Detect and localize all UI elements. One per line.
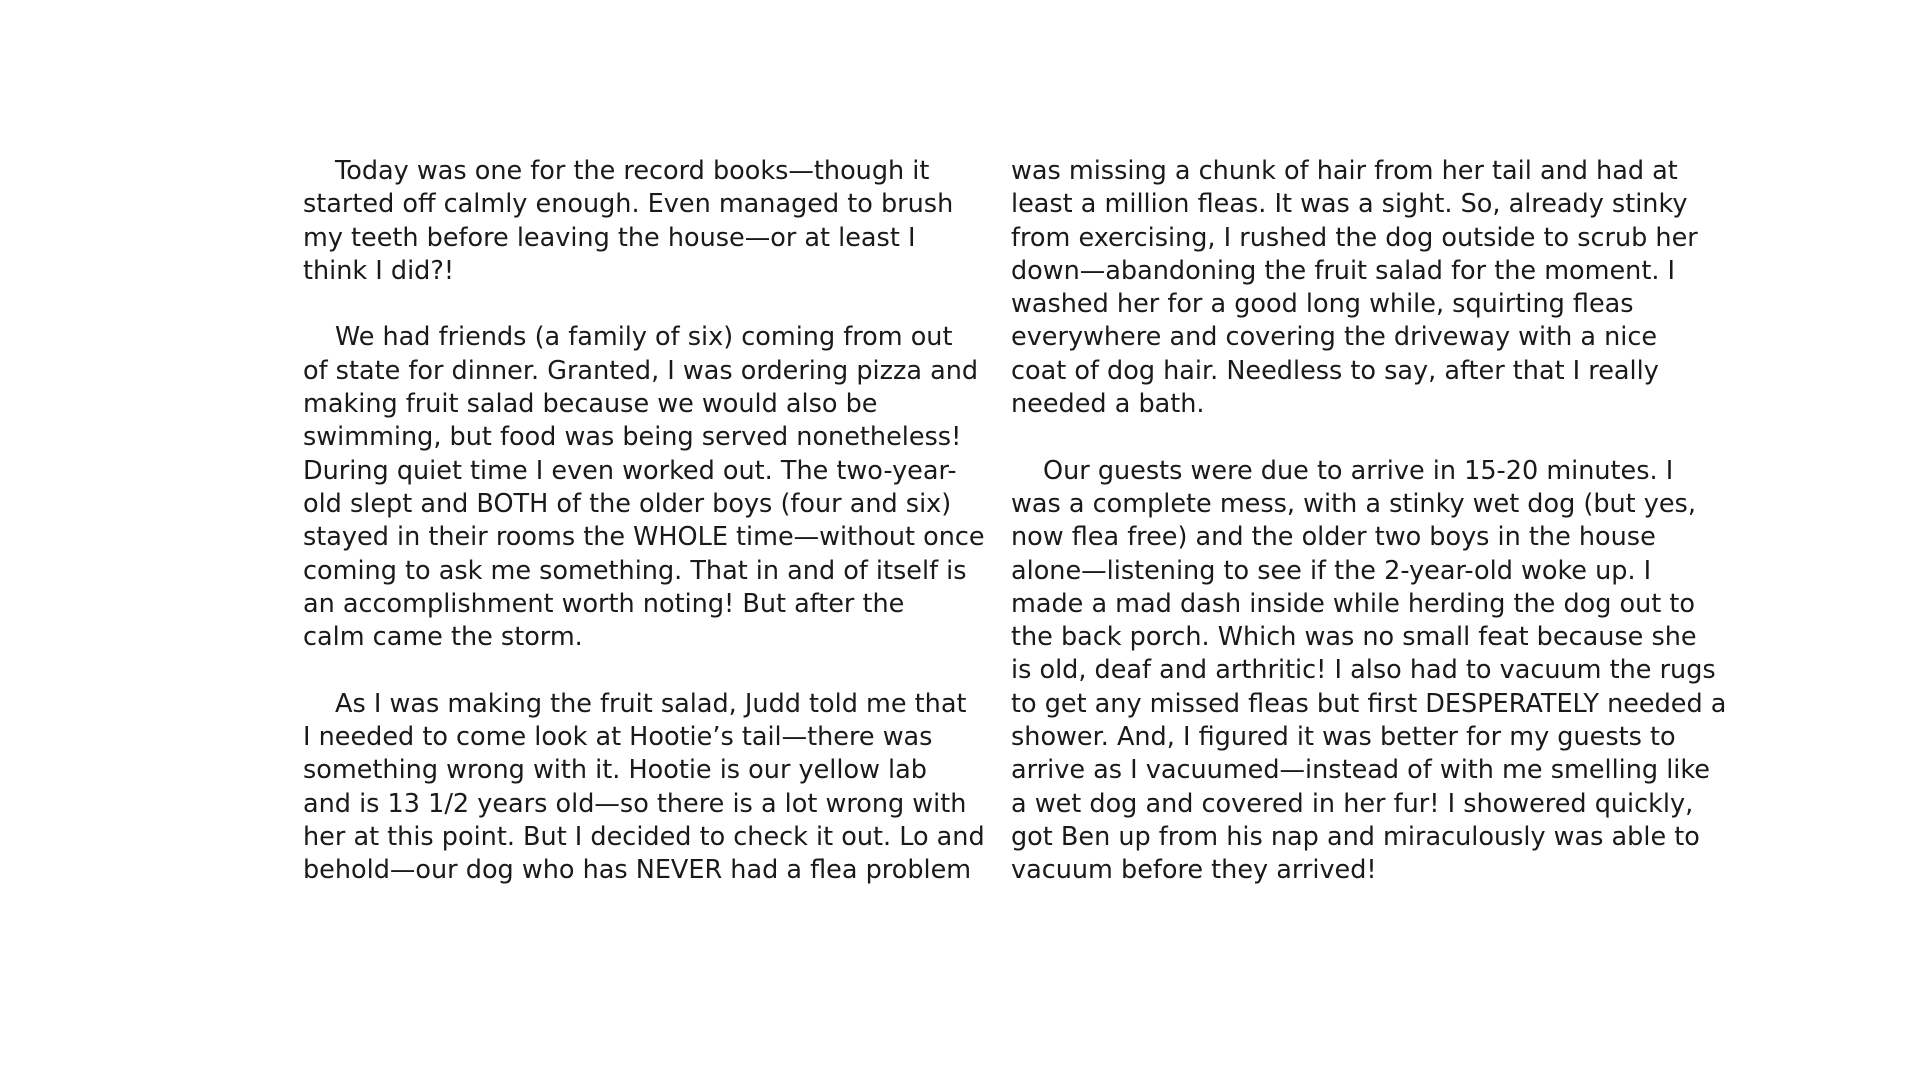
text-line: my teeth before leaving the house—or at least I [303,222,916,253]
text-line: washed her for a good long while, squirting fleas [1011,289,1634,320]
text-line: swimming, but food was being served nonetheless! [303,422,962,453]
text-line: is old, deaf and arthritic! I also had to vacuum the rugs [1011,655,1716,686]
text-line: During quiet time I even worked out. The two-year- [303,455,957,486]
paragraph [303,155,954,288]
text-line: a wet dog and covered in her fur! I showered quickly, [1011,788,1694,819]
text-line: As I was making the fruit salad, Judd told me that [335,688,967,719]
right-column [1011,155,1727,921]
text-line: alone—listening to see if the 2-year-old woke up. I [1011,555,1652,586]
text-line: to get any missed fleas but first DESPERATELY needed a [1011,688,1727,719]
paragraph [1011,455,1727,888]
text-line: now flea free) and the older two boys in the house [1011,522,1656,553]
text-line: vacuum before they arrived! [1011,855,1377,886]
paragraph [303,688,985,888]
text-line: calm came the storm. [303,622,583,653]
text-line: something wrong with it. Hootie is our yellow lab [303,755,927,786]
text-line: making fruit salad because we would also be [303,389,878,420]
paragraph [1011,155,1698,421]
text-line: an accomplishment worth noting! But after the [303,588,905,619]
text-line: from exercising, I rushed the dog outside to scrub her [1011,222,1698,253]
text-line: arrive as I vacuumed—instead of with me smelling like [1011,755,1710,786]
text-line: of state for dinner. Granted, I was ordering pizza and [303,355,979,386]
text-line: Today was one for the record books—though it [335,156,930,186]
left-column [303,155,985,921]
text-line: coat of dog hair. Needless to say, after that I really [1011,355,1659,386]
text-line: shower. And, I figured it was better for my guests to [1011,722,1676,753]
text-line: coming to ask me something. That in and of itself is [303,555,967,586]
text-line: We had friends (a family of six) coming from out [335,322,953,353]
text-line: the back porch. Which was no small feat because she [1011,622,1697,653]
paragraph [303,321,985,654]
text-line: least a million fleas. It was a sight. So, already stinky [1011,189,1688,220]
text-line: everywhere and covering the driveway with a nice [1011,322,1658,353]
text-line: was missing a chunk of hair from her tail and had at [1011,156,1678,186]
text-line: stayed in their rooms the WHOLE time—without once [303,522,985,553]
text-line: was a complete mess, with a stinky wet dog (but yes, [1011,488,1696,519]
text-line: think I did?! [303,255,455,286]
text-line: made a mad dash inside while herding the dog out to [1011,588,1695,619]
text-line: I needed to come look at Hootie’s tail—there was [303,722,933,753]
text-line: her at this point. But I decided to check it out. Lo and [303,821,985,852]
text-line: old slept and BOTH of the older boys (four and six) [303,488,952,519]
text-line: down—abandoning the fruit salad for the moment. I [1011,255,1676,286]
text-line: needed a bath. [1011,389,1205,420]
text-line: started off calmly enough. Even managed to brush [303,189,954,220]
text-line: behold—our dog who has NEVER had a flea problem [303,855,972,886]
text-line: got Ben up from his nap and miraculously was able to [1011,821,1700,852]
text-line: and is 13 1/2 years old—so there is a lot wrong with [303,788,967,819]
text-line: Our guests were due to arrive in 15-20 minutes. I [1043,455,1674,486]
